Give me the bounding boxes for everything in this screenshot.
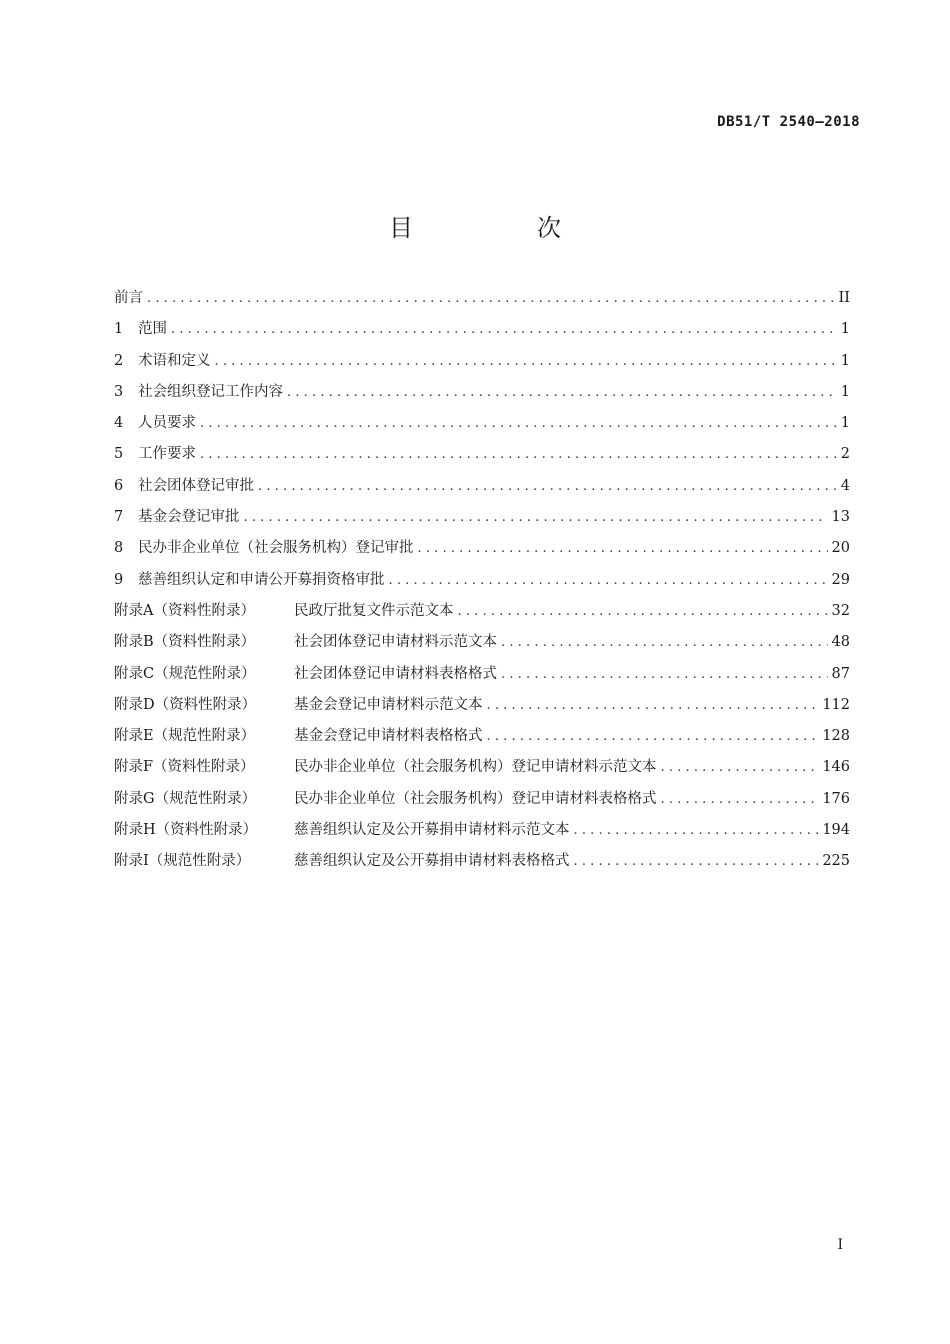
toc-entry-title: 社会团体登记申请材料示范文本 — [294, 634, 497, 651]
toc-page-number: 176 — [822, 790, 850, 807]
standard-code: DB51/T 2540—2018 — [717, 114, 860, 130]
toc-entry[interactable] — [114, 755, 850, 786]
toc-entry-title: 民办非企业单位（社会服务机构）登记申请材料表格格式 — [294, 790, 657, 807]
toc-page-number: 1 — [840, 383, 850, 400]
toc-entry-title: 前言 — [114, 290, 143, 306]
toc-dot-leader — [487, 698, 819, 713]
toc-entry[interactable] — [114, 442, 850, 473]
toc-page-number: 20 — [831, 540, 850, 557]
toc-entry[interactable] — [114, 317, 850, 348]
toc-dot-leader — [418, 541, 828, 556]
toc-entry[interactable] — [114, 411, 850, 442]
toc-section-number: 9 — [114, 571, 124, 588]
toc-section-number: 1 — [114, 321, 124, 338]
toc-dot-leader — [661, 760, 819, 775]
toc-entry[interactable] — [114, 630, 850, 661]
toc-appendix-label: 附录B（资料性附录） — [114, 634, 256, 651]
toc-entry-title: 术语和定义 — [138, 352, 211, 369]
toc-section-number: 7 — [114, 509, 124, 526]
toc-page-number: 1 — [840, 352, 850, 369]
toc-section-number: 4 — [114, 415, 124, 432]
toc-entry[interactable] — [114, 536, 850, 567]
toc-entry-title: 慈善组织认定及公开募捐申请材料表格格式 — [294, 853, 570, 870]
toc-entry[interactable] — [114, 349, 850, 380]
toc-entry-title: 慈善组织认定和申请公开募捐资格审批 — [138, 571, 385, 588]
toc-entry-title: 民办非企业单位（社会服务机构）登记申请材料示范文本 — [294, 759, 657, 776]
toc-page-number: 13 — [831, 509, 850, 526]
toc-dot-leader — [244, 510, 828, 525]
toc-entry-title: 人员要求 — [138, 415, 196, 432]
toc-entry[interactable] — [114, 693, 850, 724]
toc-entry[interactable] — [114, 662, 850, 693]
toc-dot-leader — [200, 447, 837, 462]
toc-dot-leader — [458, 604, 828, 619]
toc-dot-leader — [287, 385, 837, 400]
toc-page-number: 128 — [822, 728, 850, 745]
toc-dot-leader — [487, 729, 819, 744]
toc-entry-title: 民办非企业单位（社会服务机构）登记审批 — [138, 540, 414, 557]
toc-entry[interactable] — [114, 286, 850, 317]
toc-dot-leader — [574, 823, 819, 838]
toc-dot-leader — [389, 573, 828, 588]
toc-section-number: 6 — [114, 477, 124, 494]
toc-entry[interactable] — [114, 568, 850, 599]
toc-entry-title: 工作要求 — [138, 446, 196, 463]
toc-entry-title: 基金会登记审批 — [138, 509, 240, 526]
toc-dot-leader — [574, 854, 819, 869]
toc-entry-title: 民政厅批复文件示范文本 — [294, 602, 454, 619]
toc-appendix-label: 附录F（资料性附录） — [114, 759, 255, 776]
toc-entry[interactable] — [114, 505, 850, 536]
toc-entry[interactable] — [114, 724, 850, 755]
toc-entry-title: 基金会登记申请材料示范文本 — [294, 696, 483, 713]
toc-entry[interactable] — [114, 818, 850, 849]
toc-page-number: II — [838, 290, 850, 306]
toc-appendix-label: 附录D（资料性附录） — [114, 696, 257, 713]
toc-dot-leader — [661, 792, 819, 807]
toc-page-number: 146 — [822, 759, 850, 776]
toc-entry-title: 慈善组织认定及公开募捐申请材料示范文本 — [294, 822, 570, 839]
toc-dot-leader — [501, 635, 828, 650]
toc-entry[interactable] — [114, 380, 850, 411]
toc-page-number: 87 — [831, 665, 850, 682]
toc-appendix-label: 附录G（规范性附录） — [114, 790, 257, 807]
toc-page-number: 112 — [822, 696, 850, 713]
toc-entry[interactable] — [114, 787, 850, 818]
table-of-contents — [114, 286, 850, 881]
page-number: I — [837, 1237, 843, 1253]
toc-page-number: 1 — [840, 321, 850, 338]
toc-appendix-label: 附录A（资料性附录） — [114, 602, 255, 619]
toc-dot-leader — [258, 479, 837, 494]
toc-entry-title: 社会组织登记工作内容 — [138, 383, 283, 400]
toc-page-number: 225 — [822, 853, 850, 870]
toc-appendix-label: 附录C（规范性附录） — [114, 665, 256, 682]
toc-page-number: 1 — [840, 415, 850, 432]
toc-section-number: 2 — [114, 352, 124, 369]
toc-section-number: 8 — [114, 540, 124, 557]
toc-entry[interactable] — [114, 474, 850, 505]
toc-entry-title: 社会团体登记申请材料表格格式 — [294, 665, 497, 682]
toc-page-number: 29 — [831, 571, 850, 588]
toc-page-number: 32 — [831, 602, 850, 619]
toc-appendix-label: 附录H（资料性附录） — [114, 822, 258, 839]
toc-entry[interactable] — [114, 849, 850, 880]
toc-section-number: 5 — [114, 446, 124, 463]
toc-page-number: 2 — [840, 446, 850, 463]
toc-appendix-label: 附录I（规范性附录） — [114, 853, 251, 870]
toc-page-number: 4 — [840, 477, 850, 494]
toc-entry-title: 范围 — [138, 321, 167, 338]
toc-appendix-label: 附录E（规范性附录） — [114, 728, 256, 745]
toc-entry-title: 社会团体登记审批 — [138, 477, 254, 494]
toc-dot-leader — [215, 354, 837, 369]
toc-dot-leader — [501, 667, 828, 682]
toc-dot-leader — [200, 416, 837, 431]
toc-entry-title: 基金会登记申请材料表格格式 — [294, 728, 483, 745]
toc-section-number: 3 — [114, 383, 124, 400]
toc-dot-leader — [147, 291, 835, 306]
toc-page-number: 48 — [831, 634, 850, 651]
page-title: 目 次 — [389, 214, 611, 242]
toc-dot-leader — [171, 322, 837, 337]
toc-entry[interactable] — [114, 599, 850, 630]
toc-page-number: 194 — [822, 822, 850, 839]
